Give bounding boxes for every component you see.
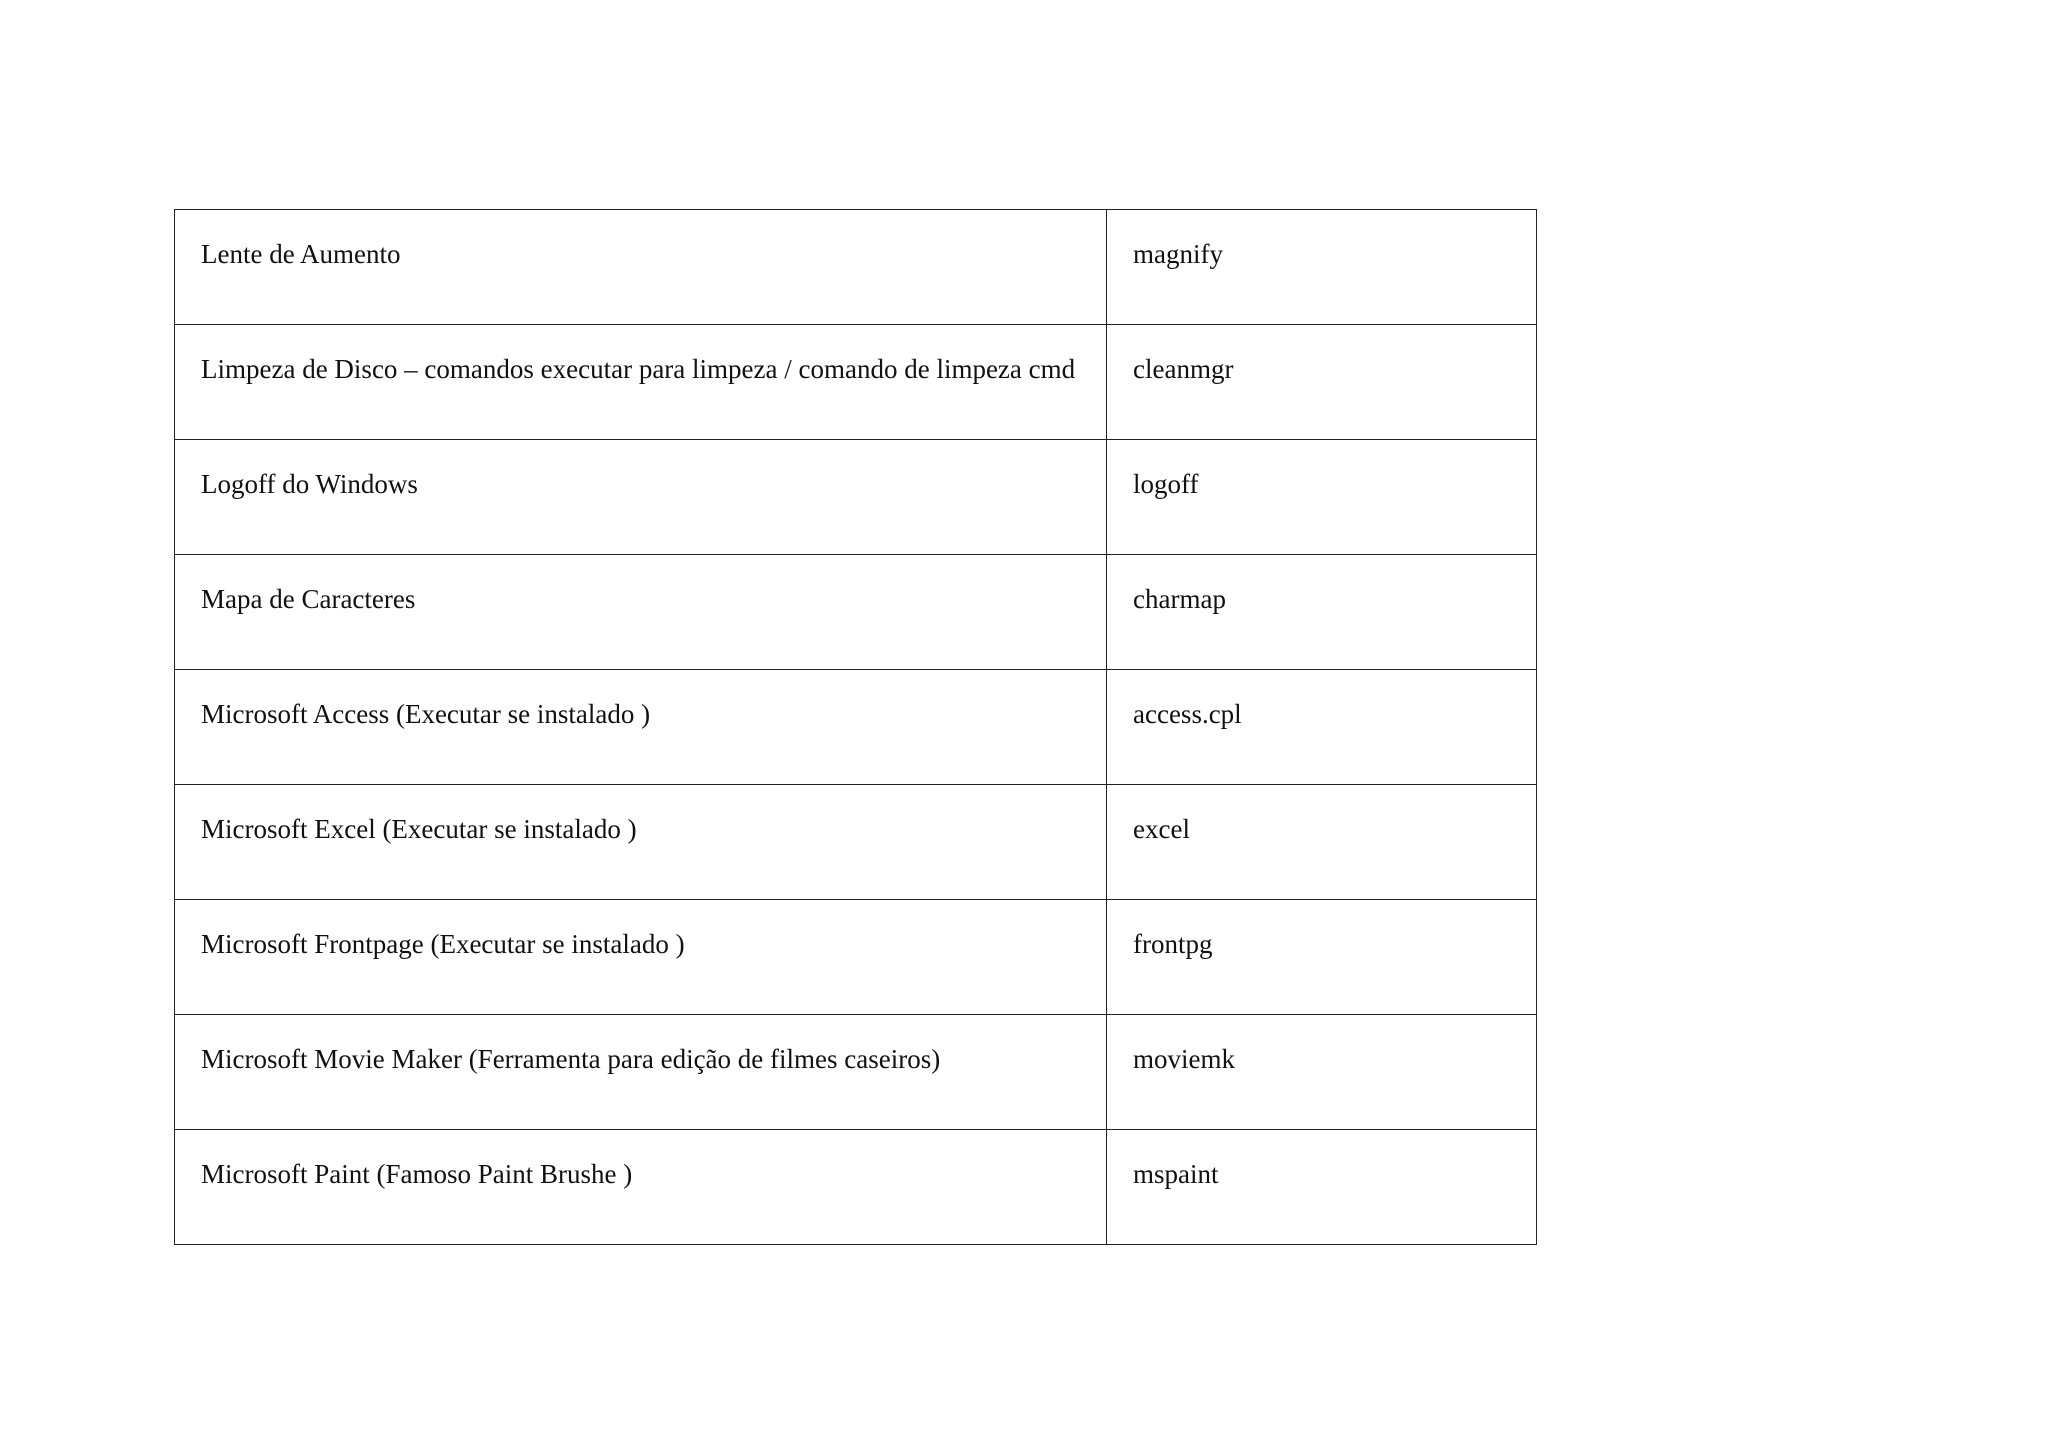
table-row — [175, 325, 1537, 440]
command-cell: cleanmgr — [1107, 325, 1537, 440]
command-cell: mspaint — [1107, 1130, 1537, 1245]
table-row — [175, 1130, 1537, 1245]
description-cell: Microsoft Frontpage (Executar se instalado ) — [175, 900, 1107, 1015]
table-row — [175, 670, 1537, 785]
description-cell: Microsoft Excel (Executar se instalado ) — [175, 785, 1107, 900]
command-cell: charmap — [1107, 555, 1537, 670]
table-row — [175, 1015, 1537, 1130]
command-cell: frontpg — [1107, 900, 1537, 1015]
table-row — [175, 785, 1537, 900]
description-cell: Logoff do Windows — [175, 440, 1107, 555]
description-cell: Limpeza de Disco – comandos executar para limpeza / comando de limpeza cmd — [175, 325, 1107, 440]
table-row — [175, 210, 1537, 325]
table-row — [175, 555, 1537, 670]
command-cell: magnify — [1107, 210, 1537, 325]
description-cell: Lente de Aumento — [175, 210, 1107, 325]
command-cell: moviemk — [1107, 1015, 1537, 1130]
command-cell: logoff — [1107, 440, 1537, 555]
description-cell: Microsoft Access (Executar se instalado ) — [175, 670, 1107, 785]
description-cell: Microsoft Movie Maker (Ferramenta para edição de filmes caseiros) — [175, 1015, 1107, 1130]
description-cell: Microsoft Paint (Famoso Paint Brushe ) — [175, 1130, 1107, 1245]
table-row — [175, 440, 1537, 555]
command-cell: excel — [1107, 785, 1537, 900]
table-row — [175, 900, 1537, 1015]
command-cell: access.cpl — [1107, 670, 1537, 785]
table-body — [175, 210, 1537, 1245]
commands-table — [174, 209, 1537, 1245]
description-cell: Mapa de Caracteres — [175, 555, 1107, 670]
